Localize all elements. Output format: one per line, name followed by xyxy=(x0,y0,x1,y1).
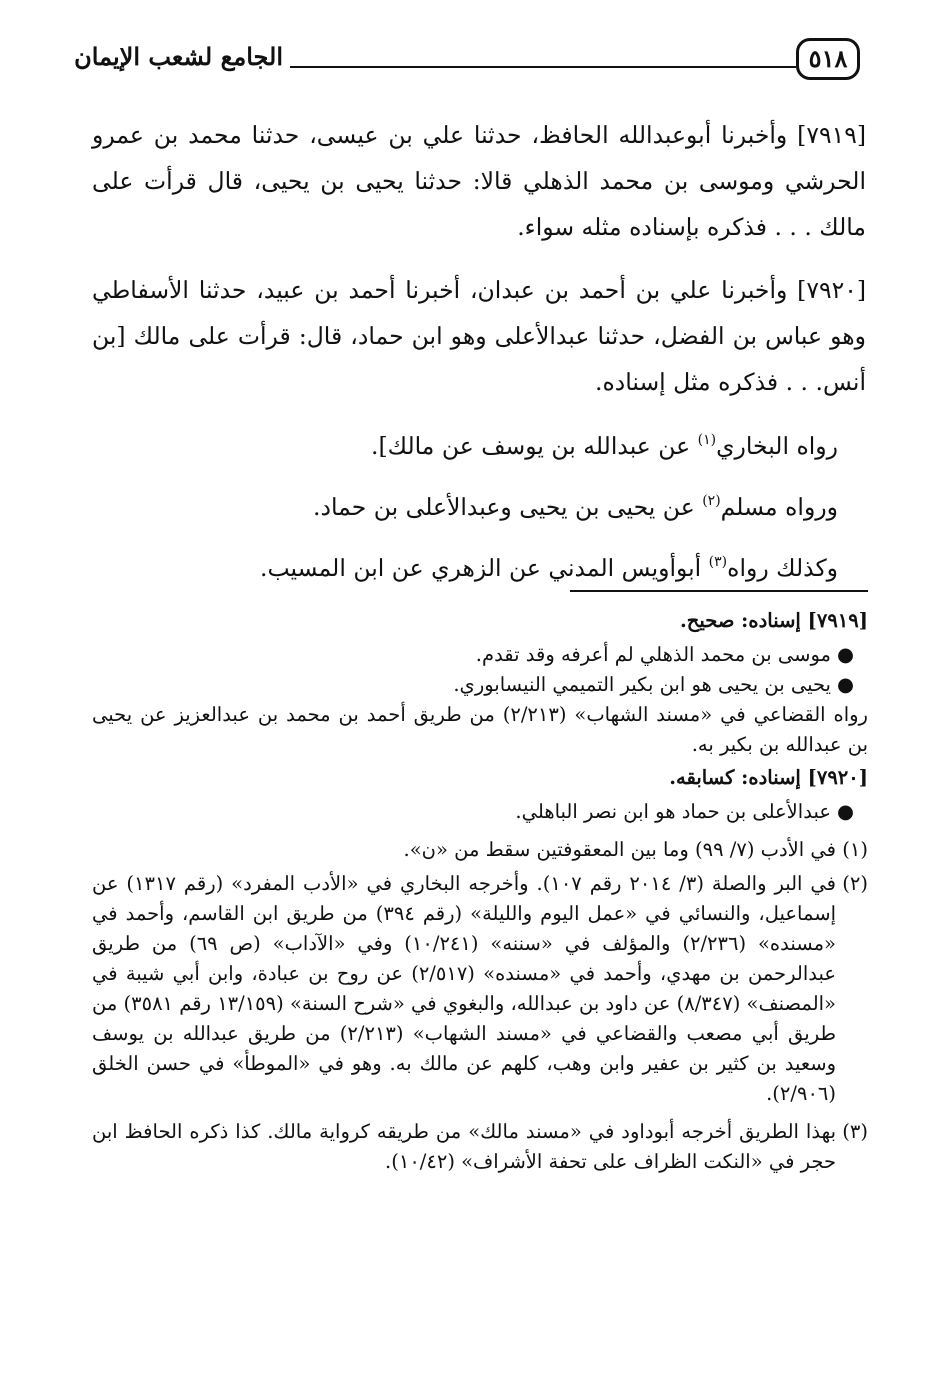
notes-separator xyxy=(570,590,868,592)
bullet-text: يحيى بن يحيى هو ابن بكير التميمي النيسابوري. xyxy=(453,673,831,696)
footnote-text: في البر والصلة (٣/ ٢٠١٤ رقم ١٠٧). وأخرجه البخاري في «الأدب المفرد» (رقم ١٣١٧) عن إسماعيل، والنسائي في «عمل اليوم والليلة» (رقم ٣٩٤) من طريق ابن القاسم، وأحمد في «مسنده» (٢/٢٣٦) والمؤلف في «سننه» (١٠/٢٤١) وفي «الآداب» (ص ٦٩) من طريق عبدالرحمن بن مهدي، وأحمد في «مسنده» (٢/٥١٧) عن روح بن عبادة، وابن أبي شيبة في «المصنف» (٨/٣٤٧) عن داود بن عبدالله، والبغوي في «شرح السنة» (١٣/١٥٩ رقم ٣٥٨١) من طريق أبي مصعب والقضاعي في «مسند الشهاب» (٢/٢١٣) من طريق عبدالله بن يوسف وسعيد بن كثير بن عفير وابن وهب، كلهم عن مالك به. وهو في «الموطأ» في حسن الخلق (٢/٩٠٦). xyxy=(92,872,837,1105)
narration-text: عن يحيى بن يحيى وعبدالأعلى بن حماد. xyxy=(313,493,703,521)
footnote-marker: (١) xyxy=(697,432,717,448)
narration-text: رواه البخاري xyxy=(716,432,838,460)
footnote-3 xyxy=(92,1117,868,1177)
hadith-7919: [٧٩١٩] وأخبرنا أبوعبدالله الحافظ، حدثنا علي بن عيسى، حدثنا محمد بن عمرو الحرشي وموسى بن محمد الذهلي قالا: حدثنا يحيى بن يحيى، قال قرأت على مالك . . . فذكره بإسناده مثله سواء. xyxy=(92,121,866,241)
narration-text: أبوأويس المدني عن الزهري عن ابن المسيب. xyxy=(259,554,709,582)
footnote-number: (١) xyxy=(842,838,868,861)
footnotes xyxy=(92,835,868,1177)
note-heading: [٧٩١٩] إسناده: صحيح. xyxy=(679,609,868,632)
page-number: ٥١٨ xyxy=(796,38,860,80)
bullet-icon: ● xyxy=(836,800,854,823)
note-bullet xyxy=(92,797,868,827)
footnote-1 xyxy=(92,835,868,865)
note-bullet xyxy=(92,640,868,670)
note-heading: [٧٩٢٠] إسناده: كسابقه. xyxy=(669,766,868,789)
footnote-text: بهذا الطريق أخرجه أبوداود في «مسند مالك» من طريقه كرواية مالك. كذا ذكره الحافظ ابن حجر في «النكت الظراف على تحفة الأشراف» (١٠/٤٢). xyxy=(92,1120,836,1173)
page-header xyxy=(0,28,946,108)
footnote-marker: (٣) xyxy=(708,554,728,570)
footnote-number: (٢) xyxy=(842,872,868,895)
narration-bukhari xyxy=(92,422,866,470)
narration-text: عن عبدالله بن يوسف عن مالك]. xyxy=(371,432,698,460)
narration-text: ورواه مسلم xyxy=(720,493,838,521)
running-title: الجامع لشعب الإيمان xyxy=(74,42,283,71)
bullet-text: عبدالأعلى بن حماد هو ابن نصر الباهلي. xyxy=(515,800,831,823)
header-rule xyxy=(290,66,796,68)
notes-section xyxy=(92,606,868,1181)
footnote-text: في الأدب (٧/ ٩٩) وما بين المعقوفتين سقط من «ن». xyxy=(403,838,836,861)
note-7920 xyxy=(92,763,868,827)
footnote-marker: (٢) xyxy=(702,493,721,509)
bullet-text: موسى بن محمد الذهلي لم أعرفه وقد تقدم. xyxy=(475,643,831,666)
footnote-2 xyxy=(92,869,868,1109)
bullet-icon: ● xyxy=(836,673,854,696)
footnote-number: (٣) xyxy=(842,1120,868,1143)
note-7919 xyxy=(92,606,868,760)
note-bullet xyxy=(92,670,868,700)
hadith-7920: [٧٩٢٠] وأخبرنا علي بن أحمد بن عبدان، أخبرنا أحمد بن عبيد، حدثنا الأسفاطي وهو عباس بن الفضل، حدثنا عبدالأعلى وهو ابن حماد، قال: قرأت على مالك [بن أنس. . . فذكره مثل إسناده. xyxy=(92,276,866,396)
narration-text: وكذلك رواه xyxy=(727,554,838,582)
bullet-icon: ● xyxy=(836,643,854,666)
main-text xyxy=(92,112,866,605)
note-text: رواه القضاعي في «مسند الشهاب» (٢/٢١٣) من طريق أحمد بن محمد بن عبدالعزيز عن يحيى بن عبدالله بن بكير به. xyxy=(92,703,868,756)
narration-muslim xyxy=(92,483,866,531)
narration-abu-uways xyxy=(92,544,866,592)
